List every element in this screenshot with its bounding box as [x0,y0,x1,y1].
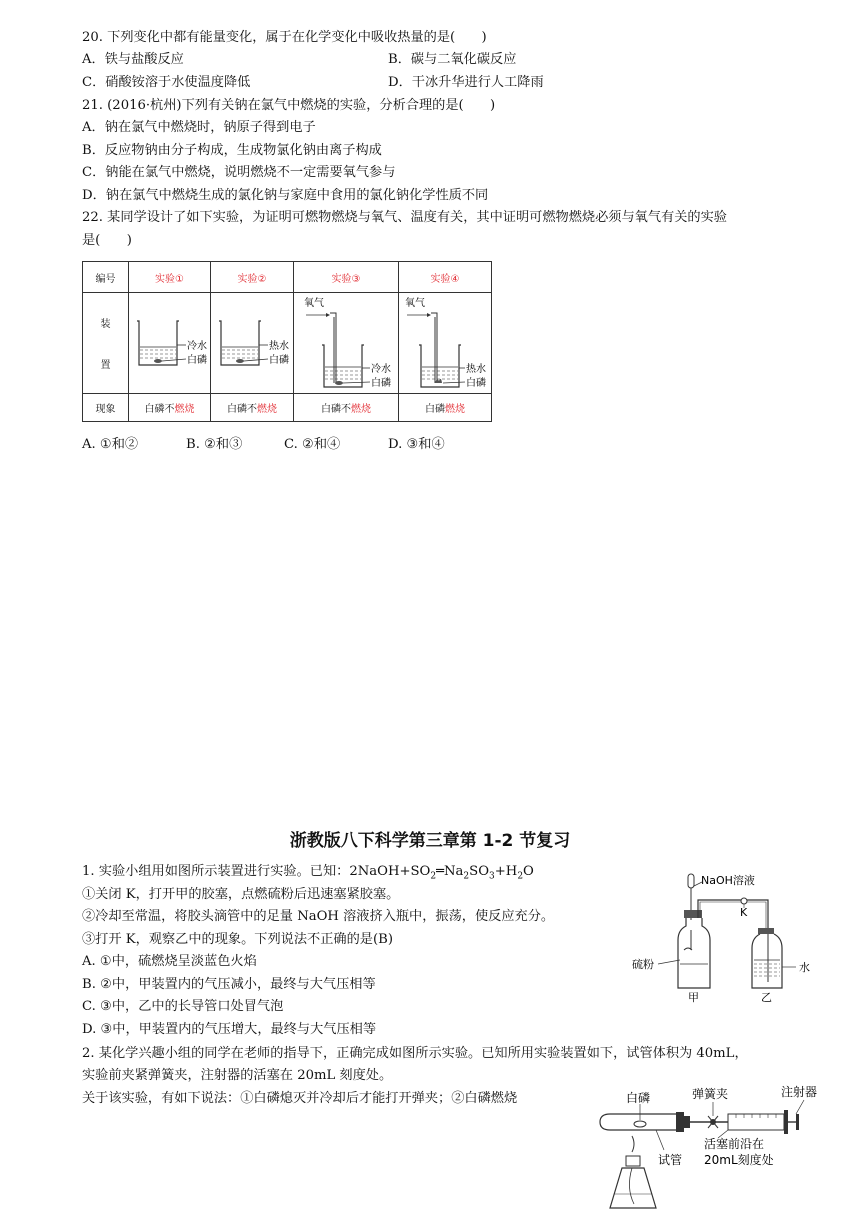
p2-apparatus-figure [596,1080,828,1216]
p1-stem-text: +H [494,864,518,879]
result-prefix: 白磷 [144,404,165,415]
device-row-label [83,293,129,394]
result-burning: 燃烧 [174,404,195,415]
p1-stem: 1. 实验小组用如图所示装置进行实验。已知：$2NaOH+SO_2═Na_2SO_3+H_2O$ [82,864,534,882]
q20-option-b: B．碳与二氧化碳反应 [388,52,517,67]
sulfur-powder-label: 硫粉 [632,958,654,971]
p1-step2: ②冷却至常温，将胶头滴管中的足量 NaOH 溶液挤入瓶中，振荡，使反应充分。 [82,909,555,924]
q22-stem-line2: 是( ) [82,233,132,248]
p1-option-d: D. ③中，甲装置内的气压增大，最终与大气压相等 [82,1022,377,1037]
experiment-3-header: 实验③ [294,262,399,293]
piston-note-line2: 20mL刻度处 [704,1153,774,1167]
p1-option-a: A. ①中，硫燃烧呈淡蓝色火焰 [82,954,257,969]
p2-line2: 实验前夹紧弹簧夹，注射器的活塞在 20mL 刻度处。 [82,1068,393,1083]
p2-line1: 2. 某化学兴趣小组的同学在老师的指导下，正确完成如图所示实验。已知所用实验装置如下，试管体积为 40mL， [82,1046,748,1061]
result-negation: 不 [341,404,351,415]
beaker-oxygen-hot-water-diagram [399,293,491,393]
q21-stem: 21. (2016·杭州)下列有关钠在氯气中燃烧的实验，分析合理的是( ) [82,98,496,113]
q20-option-d: D．干冰升华进行人工降雨 [388,75,544,90]
result-burning: 燃烧 [351,404,371,415]
experiment-4-result [399,394,492,422]
naoh-solution-label: NaOH溶液 [701,874,755,887]
section-title: 浙教版八下科学第三章第 1-2 节复习 [289,831,571,851]
white-phosphorus-label: 白磷 [371,378,391,389]
q21-option-a: A．钠在氯气中燃烧时，钠原子得到电子 [82,120,316,135]
q22-option-d: D. ③和④ [388,437,445,452]
q22-option-c: C. ②和④ [284,437,341,452]
result-burning: 燃烧 [445,404,465,415]
q22-option-a: A. ①和② [82,437,139,452]
white-phosphorus-label: 白磷 [466,378,486,389]
oxygen-label: 氧气 [405,298,425,309]
valve-k-label: K [740,906,748,919]
experiment-2-result [211,394,294,422]
result-prefix: 白磷 [321,404,341,415]
beaker-oxygen-cold-water-diagram [294,293,398,393]
experiment-2-header: 实验② [211,262,294,293]
p1-option-b: B. ②中，甲装置内的气压减小，最终与大气压相等 [82,977,376,992]
phenomenon-row-label: 现象 [83,394,129,422]
result-negation: 不 [247,404,257,415]
experiment-1-result [129,394,211,422]
bottle-jia-label: 甲 [688,991,699,1004]
experiment-4-header: 实验④ [399,262,492,293]
p1-stem-text: SO [469,864,490,879]
hot-water-label: 热水 [269,341,289,352]
white-phosphorus-label: 白磷 [626,1091,651,1105]
p1-step3: ③打开 K，观察乙中的现象。下列说法不正确的是(B) [82,932,393,947]
experiment-2-apparatus [211,293,294,394]
cold-water-label: 冷水 [371,364,391,375]
result-prefix: 白磷 [425,404,445,415]
p1-apparatus-figure [628,868,828,1008]
white-phosphorus-label: 白磷 [187,355,207,366]
syringe-label: 注射器 [781,1085,818,1099]
experiment-1-header: 实验① [129,262,211,293]
device-label-1: 装 [100,319,111,330]
q22-option-b: B. ②和③ [186,437,243,452]
water-label: 水 [799,961,810,974]
experiment-3-apparatus [294,293,399,394]
experiment-4-apparatus [399,293,492,394]
test-tube-label: 试管 [658,1153,683,1167]
white-phosphorus-label: 白磷 [269,355,289,366]
q20-option-a: A．铁与盐酸反应 [82,52,184,67]
q21-option-b: B．反应物钠由分子构成，生成物氯化钠由离子构成 [82,143,382,158]
p1-stem-text: O [523,864,534,879]
piston-note-line1: 活塞前沿在 [704,1137,765,1151]
result-negation: 不 [164,404,175,415]
q21-option-d: D．钠在氯气中燃烧生成的氯化钠与家庭中食用的氯化钠化学性质不同 [82,188,489,203]
experiment-1-apparatus [129,293,211,394]
beaker-cold-water-diagram [129,293,210,393]
q21-option-c: C．钠能在氯气中燃烧，说明燃烧不一定需要氧气参与 [82,165,396,180]
q20-stem: 20. 下列变化中都有能量变化，属于在化学变化中吸收热量的是( ) [82,30,487,45]
experiment-table [82,261,492,422]
p1-stem-text: 1. 实验小组用如图所示装置进行实验。已知：2NaOH+SO [82,864,431,879]
cold-water-label: 冷水 [187,341,207,352]
result-burning: 燃烧 [257,404,277,415]
table-header-label: 编号 [83,262,129,293]
device-label-2: 置 [100,360,111,371]
hot-water-label: 热水 [466,364,486,375]
beaker-hot-water-diagram [211,293,293,393]
experiment-3-result [294,394,399,422]
q22-stem-line1: 22. 某同学设计了如下实验，为证明可燃物燃烧与氧气、温度有关，其中证明可燃物燃烧必须与氧气有关的实验 [82,210,727,225]
p2-line3: 关于该实验，有如下说法：①白磷熄灭并冷却后才能打开弹夹；②白磷燃烧 [82,1091,518,1106]
p1-stem-text: ═Na [436,864,464,879]
p1-step1: ①关闭 K，打开甲的胶塞，点燃硫粉后迅速塞紧胶塞。 [82,887,400,902]
result-prefix: 白磷 [227,404,247,415]
oxygen-label: 氧气 [304,298,324,309]
p1-option-c: C. ③中，乙中的长导管口处冒气泡 [82,999,284,1014]
q20-option-c: C．硝酸铵溶于水使温度降低 [82,75,251,90]
spring-clip-label: 弹簧夹 [692,1087,729,1101]
bottle-yi-label: 乙 [761,991,772,1004]
